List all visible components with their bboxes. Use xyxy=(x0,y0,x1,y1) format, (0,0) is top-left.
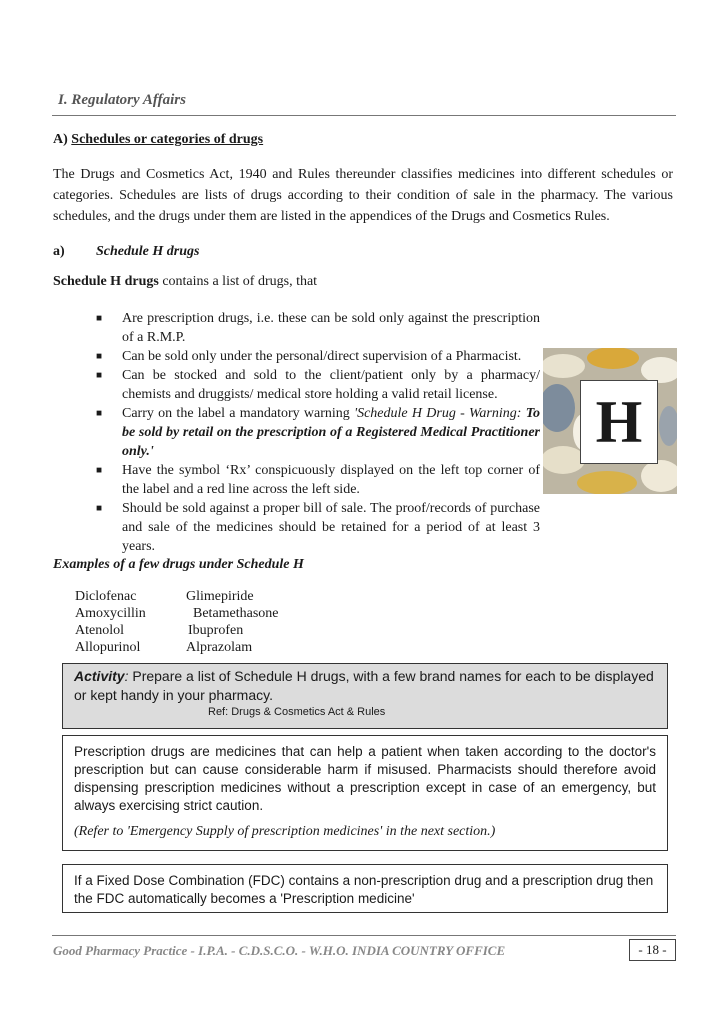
square-bullet-icon: ■ xyxy=(96,370,103,381)
drug-name: Allopurinol xyxy=(75,640,141,655)
bullet-warning-italic: 'Schedule H Drug - Warning: xyxy=(354,406,526,421)
schedule-h-bullet-list xyxy=(96,309,540,556)
square-bullet-icon: ■ xyxy=(96,408,103,419)
list-item xyxy=(96,309,540,347)
schedule-h-intro-rest: contains a list of drugs, that xyxy=(158,274,318,289)
prescription-refer-note: (Refer to 'Emergency Supply of prescription medicines' in the next section.) xyxy=(74,824,496,839)
activity-text xyxy=(74,667,668,705)
prescription-info-text: Prescription drugs are medicines that can help a patient when taken according to the doctor's prescription but can cause considerable harm if misused. Pharmacists should therefore avoid dispensing prescription medicines without a prescription except in case of an emergency, but always exercising strict caution. xyxy=(74,744,656,813)
page-number: - 18 - xyxy=(629,939,676,961)
footer-rule xyxy=(52,935,676,936)
sub-a-title: Schedule H drugs xyxy=(96,244,200,259)
square-bullet-icon: ■ xyxy=(96,465,103,476)
drug-name: Amoxycillin xyxy=(75,606,146,621)
square-bullet-icon: ■ xyxy=(96,503,103,514)
footer-text: Good Pharmacy Practice - I.P.A. - C.D.S.C.O. - W.H.O. INDIA COUNTRY OFFICE xyxy=(53,943,506,958)
activity-colon: : xyxy=(124,668,129,684)
section-header: I. Regulatory Affairs xyxy=(58,92,186,108)
bullet-text: Can be stocked and sold to the client/patient only by a pharmacy/ chemists and druggists/ medical store holding a valid retail license. xyxy=(122,368,540,402)
bullet-text: Should be sold against a proper bill of sale. The proof/records of purchase and sale of the medicines should be retained for a period of at least 3 years. xyxy=(122,501,540,554)
header-rule xyxy=(52,115,676,116)
heading-prefix: A) xyxy=(53,132,68,147)
intro-paragraph: The Drugs and Cosmetics Act, 1940 and Rules thereunder classifies medicines into different schedules or categories. Schedules are lists of drugs according to their condition of sale in the pharmacy. The various schedules, and the drugs under them are listed in the appendices of the Drugs and Cosmetics Rules. xyxy=(53,167,673,224)
heading-title: Schedules or categories of drugs xyxy=(71,132,264,147)
schedule-h-symbol: H xyxy=(580,380,658,464)
drug-name: Atenolol xyxy=(75,623,124,638)
sub-a-label: a) xyxy=(53,244,65,259)
drug-name: Alprazolam xyxy=(186,640,253,655)
drug-name: Betamethasone xyxy=(193,606,279,621)
drug-name: Ibuprofen xyxy=(188,623,244,638)
heading-schedules xyxy=(53,132,263,148)
list-item xyxy=(96,499,540,556)
bullet-text: Can be sold only under the personal/direct supervision of a Pharmacist. xyxy=(122,349,522,364)
bullet-text: Have the symbol ‘Rx’ conspicuously displayed on the left top corner of the label and a red line across the left side. xyxy=(122,463,540,497)
square-bullet-icon: ■ xyxy=(96,351,103,362)
bullet-warning-bold: To be sold by retail on the prescription of a Registered Medical Practitioner only.' xyxy=(122,406,540,459)
activity-label: Activity xyxy=(74,668,125,684)
schedule-h-intro-bold: Schedule H drugs xyxy=(53,274,159,289)
fdc-info-text: If a Fixed Dose Combination (FDC) contains a non-prescription drug and a prescription drug then the FDC automatically becomes a 'Prescription medicine' xyxy=(74,873,654,906)
list-item xyxy=(96,347,540,366)
list-item xyxy=(96,461,540,499)
activity-body: Prepare a list of Schedule H drugs, with a few brand names for each to be displayed or kept handy in your pharmacy. xyxy=(74,668,654,703)
activity-ref: Ref: Drugs & Cosmetics Act & Rules xyxy=(208,706,386,718)
drug-name: Glimepiride xyxy=(186,589,254,604)
list-item xyxy=(96,404,540,461)
drug-name: Diclofenac xyxy=(75,589,137,604)
square-bullet-icon: ■ xyxy=(96,313,103,324)
bullet-text: Carry on the label a mandatory warning xyxy=(122,406,355,421)
schedule-h-intro xyxy=(53,274,317,290)
bullet-text: Are prescription drugs, i.e. these can be sold only against the prescription of a R.M.P. xyxy=(122,311,540,345)
list-item xyxy=(96,366,540,404)
examples-title: Examples of a few drugs under Schedule H xyxy=(53,557,304,572)
